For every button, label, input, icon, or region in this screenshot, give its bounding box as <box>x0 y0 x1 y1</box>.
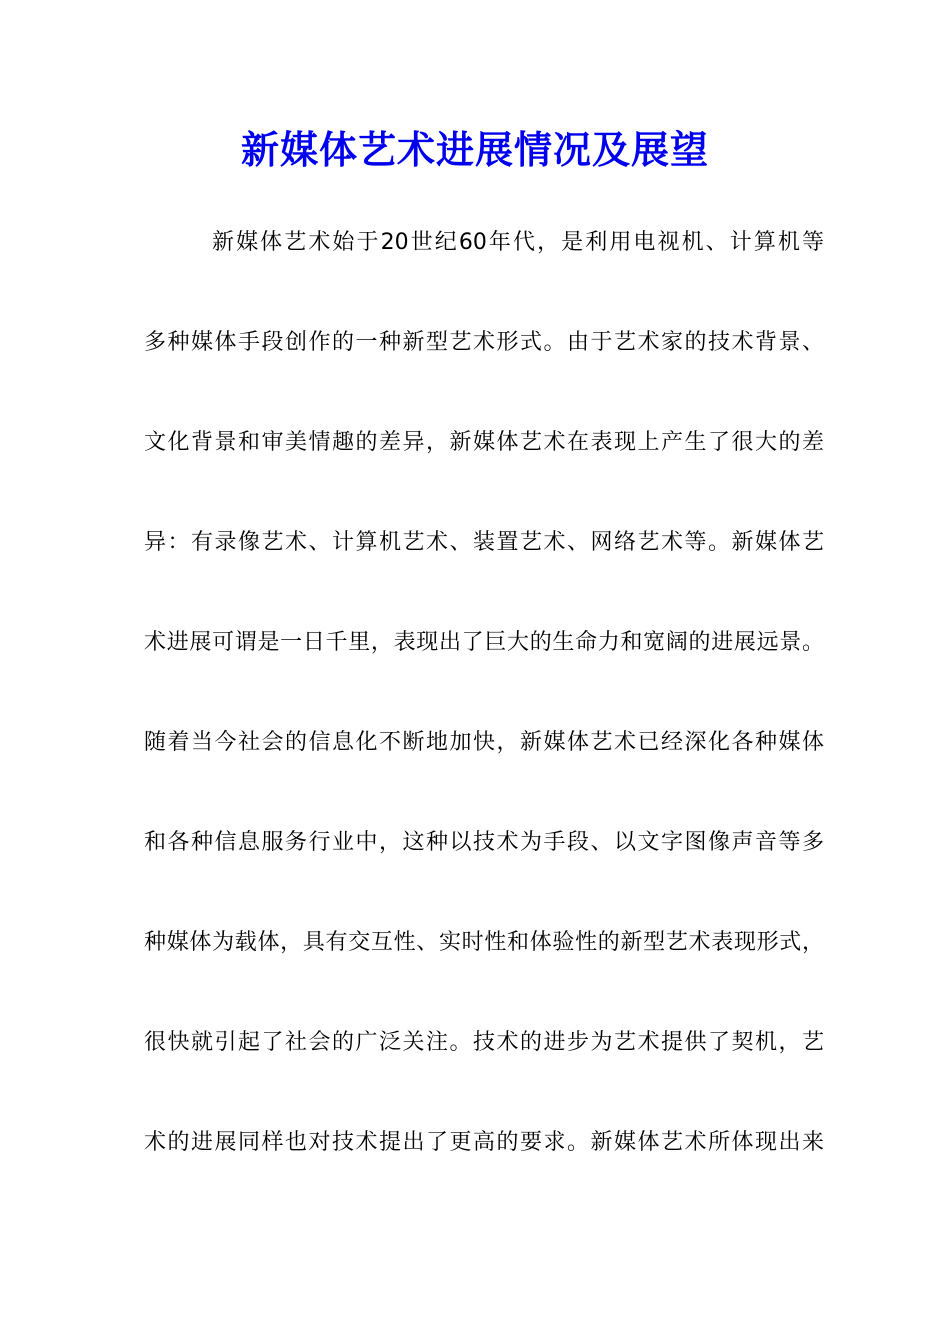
document-title: 新媒体艺术进展情况及展望 <box>240 127 709 172</box>
paragraph-line-6: 随着当今社会的信息化不断地加快，新媒体艺术已经深化各种媒体 <box>144 730 824 755</box>
paragraph-line-5: 术进展可谓是一日千里，表现出了巨大的生命力和宽阔的进展远景。 <box>144 630 824 655</box>
paragraph-line-2: 多种媒体手段创作的一种新型艺术形式。由于艺术家的技术背景、 <box>144 330 824 355</box>
paragraph-line-10: 术的进展同样也对技术提出了更高的要求。新媒体艺术所体现出来 <box>144 1130 824 1155</box>
paragraph-line-4: 异：有录像艺术、计算机艺术、装置艺术、网络艺术等。新媒体艺 <box>144 530 824 555</box>
paragraph-line-1: 新媒体艺术始于20世纪60年代，是利用电视机、计算机等 <box>212 230 824 255</box>
paragraph-line-3: 文化背景和审美情趣的差异，新媒体艺术在表现上产生了很大的差 <box>144 430 824 455</box>
paragraph-line-8: 种媒体为载体，具有交互性、实时性和体验性的新型艺术表现形式， <box>144 930 824 955</box>
paragraph-line-7: 和各种信息服务行业中，这种以技术为手段、以文字图像声音等多 <box>144 830 824 855</box>
paragraph-line-9: 很快就引起了社会的广泛关注。技术的进步为艺术提供了契机，艺 <box>144 1030 824 1055</box>
